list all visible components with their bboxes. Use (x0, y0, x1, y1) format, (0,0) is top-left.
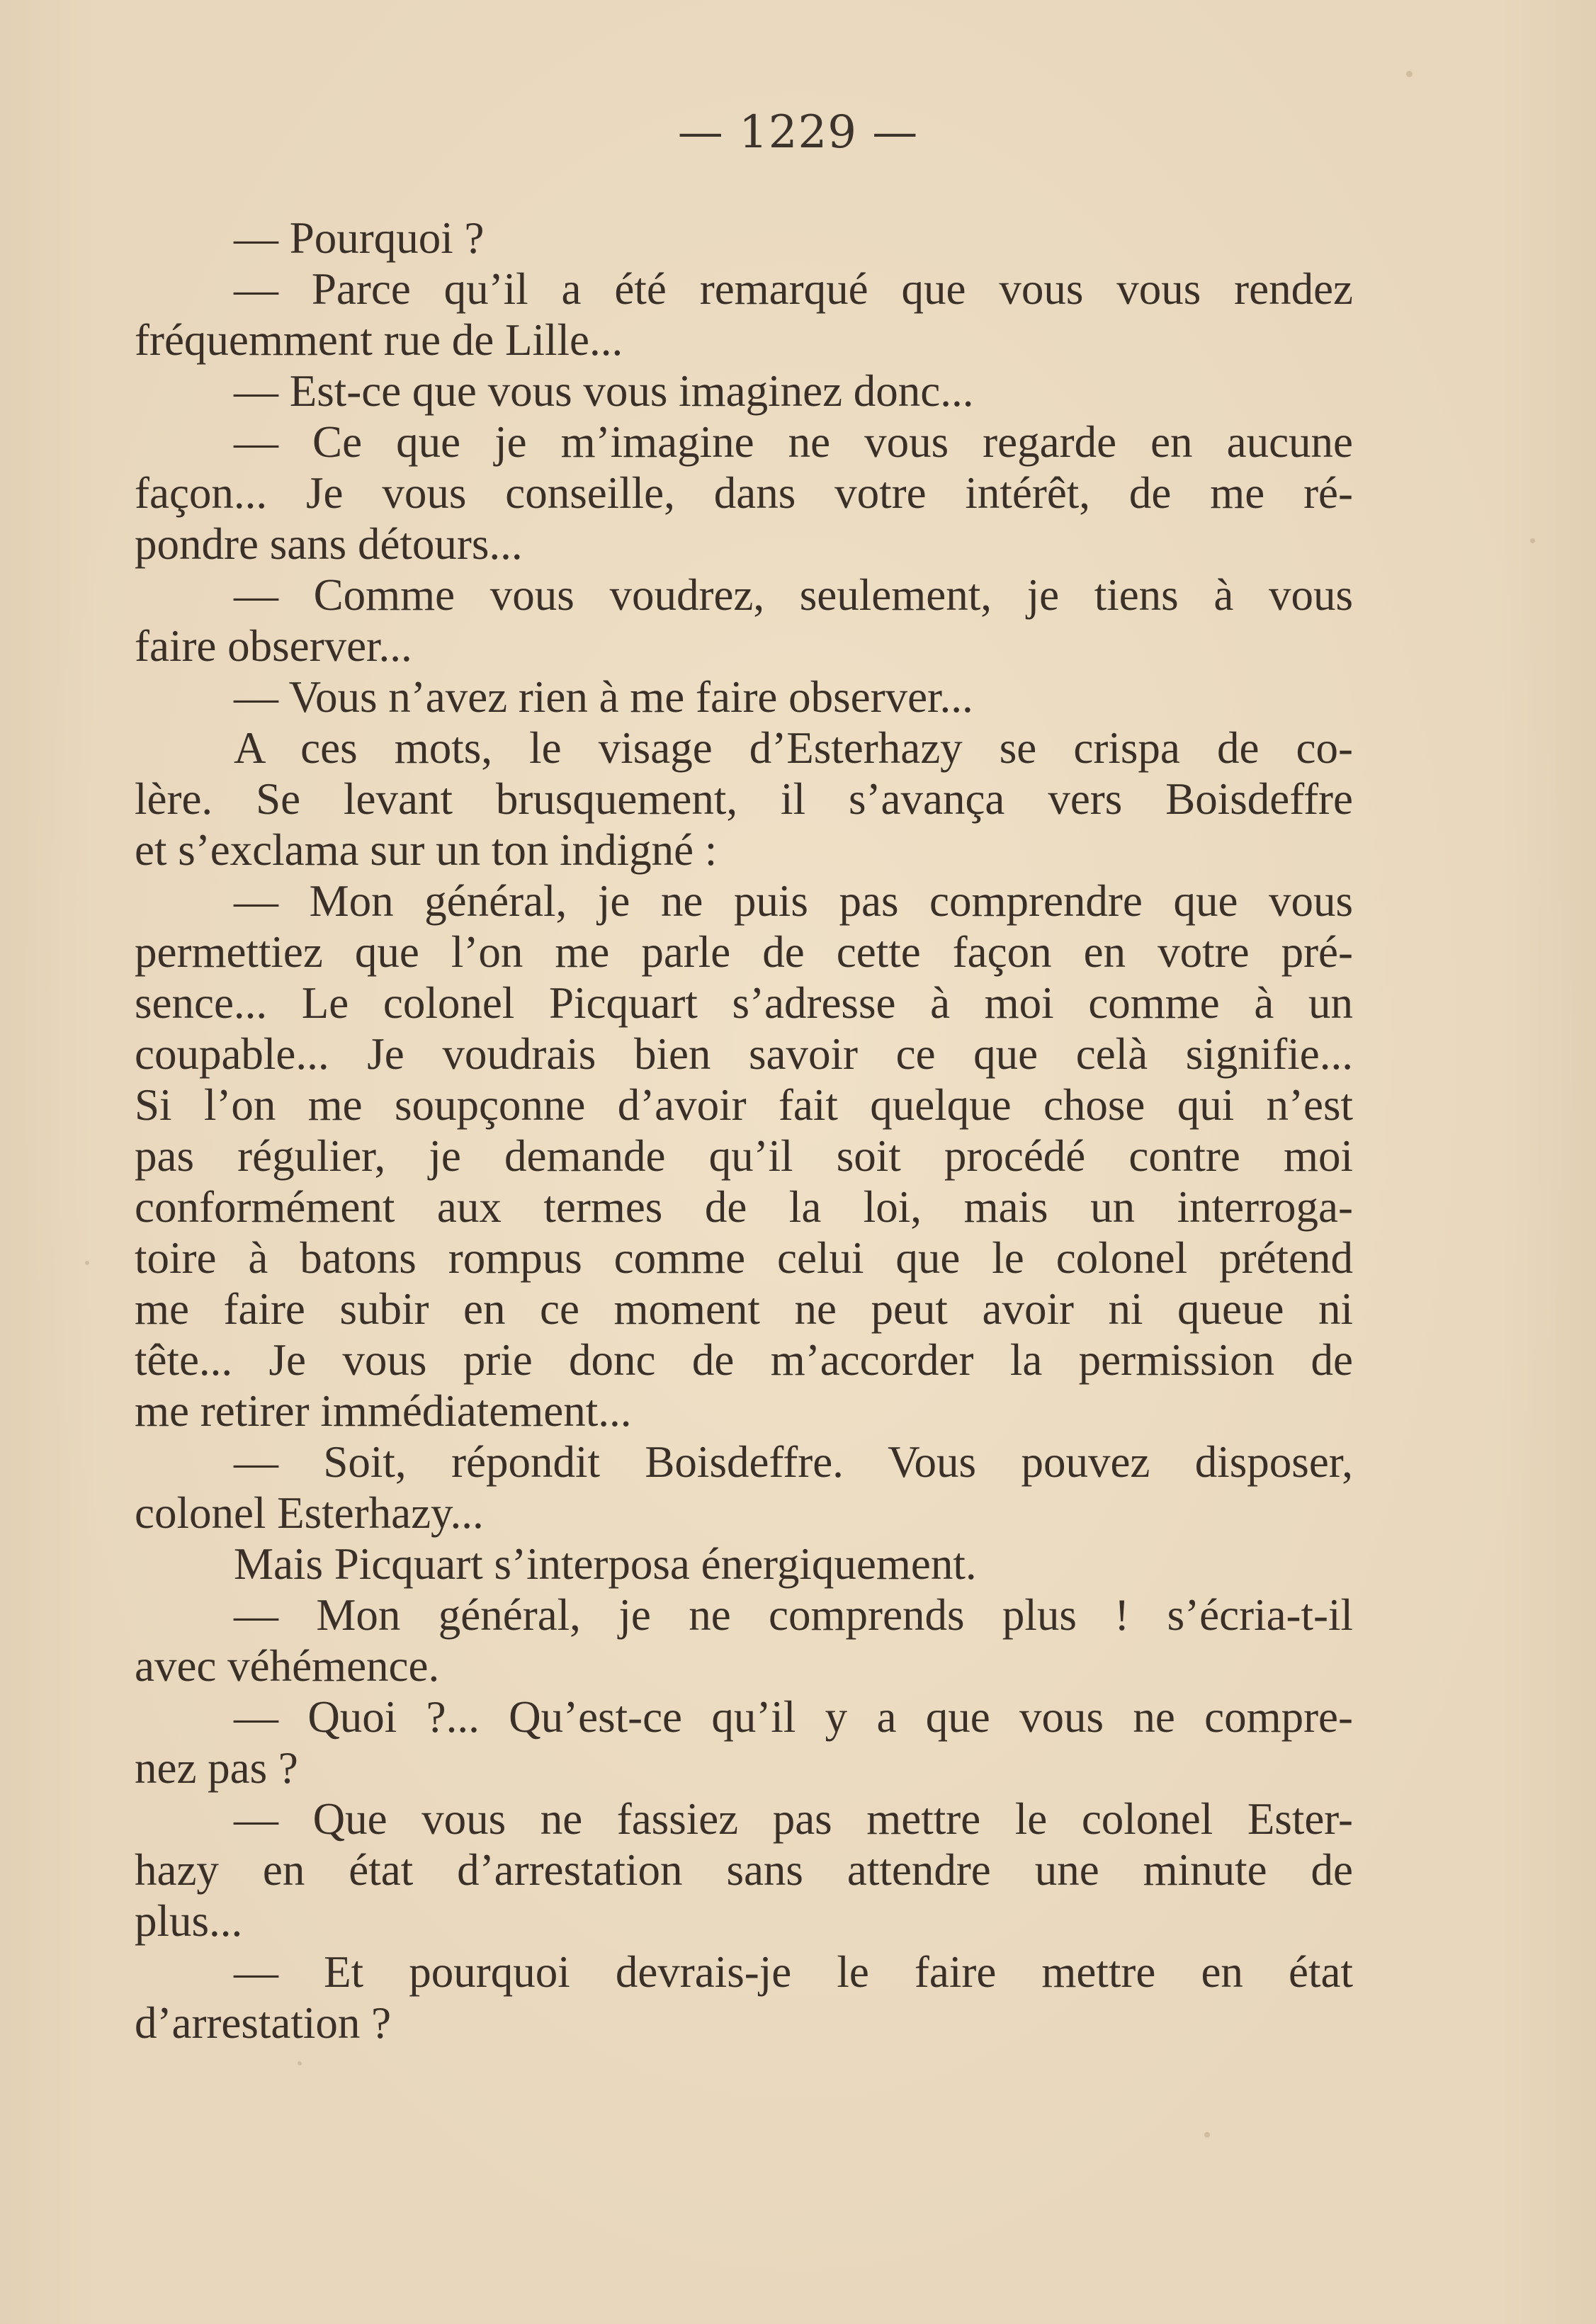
text-line: hazy en état d’arrestation sans attendre une minute de (135, 1845, 1353, 1895)
text-line: A ces mots, le visage d’Esterhazy se crispa de co- (234, 723, 1353, 773)
text-line: — Comme vous voudrez, seulement, je tiens à vous (234, 570, 1353, 620)
text-line: d’arrestation ? (135, 1998, 392, 2048)
text-line: — Soit, répondit Boisdeffre. Vous pouvez disposer, (234, 1437, 1353, 1487)
paper-speck (85, 1261, 89, 1265)
text-line: pondre sans détours... (135, 519, 523, 569)
text-line: fréquemment rue de Lille... (135, 315, 623, 365)
text-line: et s’exclama sur un ton indigné : (135, 825, 718, 875)
text-line: toire à batons rompus comme celui que le colonel prétend (135, 1233, 1353, 1283)
text-line: permettiez que l’on me parle de cette façon en votre pré- (135, 927, 1353, 977)
text-line: — Est-ce que vous vous imaginez donc... (234, 366, 974, 416)
page-number: — 1229 — (677, 106, 919, 159)
text-line: me retirer immédiatement... (135, 1386, 632, 1436)
text-line: pas régulier, je demande qu’il soit procédé contre moi (135, 1131, 1353, 1181)
paper-speck (1406, 71, 1413, 77)
text-line: — Que vous ne fassiez pas mettre le colonel Ester- (234, 1794, 1353, 1844)
text-line: conformément aux termes de la loi, mais un interroga- (135, 1182, 1353, 1232)
text-line: colonel Esterhazy... (135, 1488, 484, 1538)
text-line: — Mon général, je ne comprends plus ! s’écria-t-il (234, 1590, 1353, 1640)
text-line: avec véhémence. (135, 1641, 440, 1691)
text-line: tête... Je vous prie donc de m’accorder la permission de (135, 1335, 1353, 1385)
text-line: façon... Je vous conseille, dans votre intérêt, de me ré- (135, 468, 1353, 518)
text-line: — Et pourquoi devrais-je le faire mettre en état (234, 1947, 1353, 1997)
text-line: — Mon général, je ne puis pas comprendre que vous (234, 876, 1353, 926)
text-line: Mais Picquart s’interposa énergiquement. (234, 1539, 977, 1589)
text-line: faire observer... (135, 621, 412, 671)
paper-speck (1530, 538, 1535, 543)
text-line: me faire subir en ce moment ne peut avoir ni queue ni (135, 1284, 1353, 1334)
text-line: — Parce qu’il a été remarqué que vous vous rendez (234, 264, 1353, 314)
text-line: — Ce que je m’imagine ne vous regarde en aucune (234, 417, 1353, 467)
text-line: nez pas ? (135, 1743, 298, 1793)
text-line: — Quoi ?... Qu’est-ce qu’il y a que vous ne compre- (234, 1692, 1353, 1742)
text-line: — Pourquoi ? (234, 213, 485, 263)
paper-speck (298, 2061, 302, 2065)
text-line: plus... (135, 1896, 243, 1946)
text-line: Si l’on me soupçonne d’avoir fait quelque chose qui n’est (135, 1080, 1353, 1130)
paper-speck (1204, 2132, 1210, 2138)
text-line: coupable... Je voudrais bien savoir ce que celà signifie... (135, 1029, 1353, 1079)
text-line: sence... Le colonel Picquart s’adresse à moi comme à un (135, 978, 1353, 1028)
text-line: lère. Se levant brusquement, il s’avança vers Boisdeffre (135, 774, 1353, 824)
text-line: — Vous n’avez rien à me faire observer... (234, 672, 973, 722)
body-text (135, 212, 1353, 2048)
